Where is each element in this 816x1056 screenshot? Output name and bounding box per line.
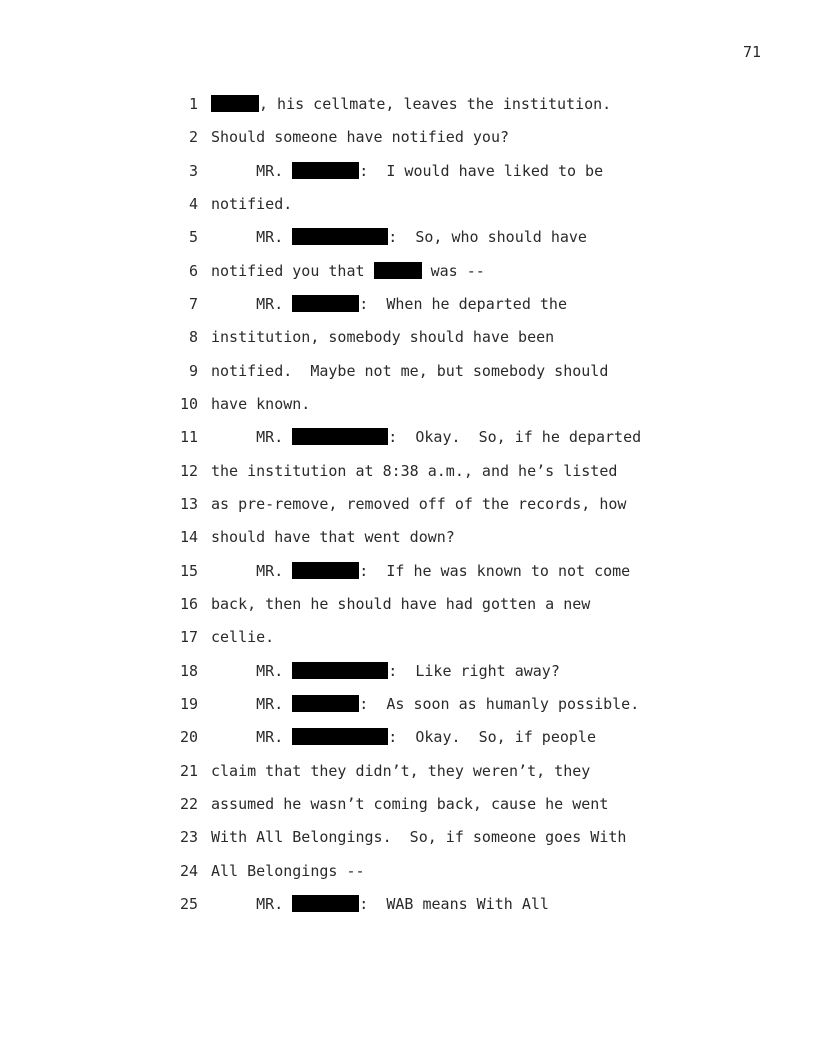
line-number: 12 [179, 462, 198, 480]
line-number: 14 [179, 528, 198, 546]
line-number: 11 [179, 428, 198, 446]
line-number: 18 [179, 662, 198, 680]
redaction-block [292, 662, 388, 679]
redaction-block [292, 695, 359, 712]
line-number: 15 [179, 562, 198, 580]
line-number: 7 [188, 295, 198, 313]
line-number: 6 [188, 262, 198, 280]
redaction-block [292, 428, 388, 445]
line-number: 8 [188, 328, 198, 346]
line-number: 13 [179, 495, 198, 513]
line-number: 23 [179, 828, 198, 846]
line-number: 10 [179, 395, 198, 413]
line-number: 4 [188, 195, 198, 213]
redaction-block [292, 895, 359, 912]
line-number: 22 [179, 795, 198, 813]
line-number: 17 [179, 628, 198, 646]
redaction-block [292, 162, 359, 179]
line-number: 1 [188, 95, 198, 113]
line-number: 21 [179, 762, 198, 780]
page-number: 71 [743, 43, 762, 61]
redaction-block [292, 728, 388, 745]
line-number: 24 [179, 862, 198, 880]
line-number: 2 [188, 128, 198, 146]
line-number: 3 [188, 162, 198, 180]
redaction-block [292, 562, 359, 579]
line-number: 5 [188, 228, 198, 246]
redaction-block [292, 228, 388, 245]
redaction-block [292, 295, 359, 312]
redaction-block [211, 95, 259, 112]
line-number: 19 [179, 695, 198, 713]
line-number: 25 [179, 895, 198, 913]
line-number: 16 [179, 595, 198, 613]
line-number: 9 [188, 362, 198, 380]
redaction-block [374, 262, 422, 279]
line-number: 20 [179, 728, 198, 746]
